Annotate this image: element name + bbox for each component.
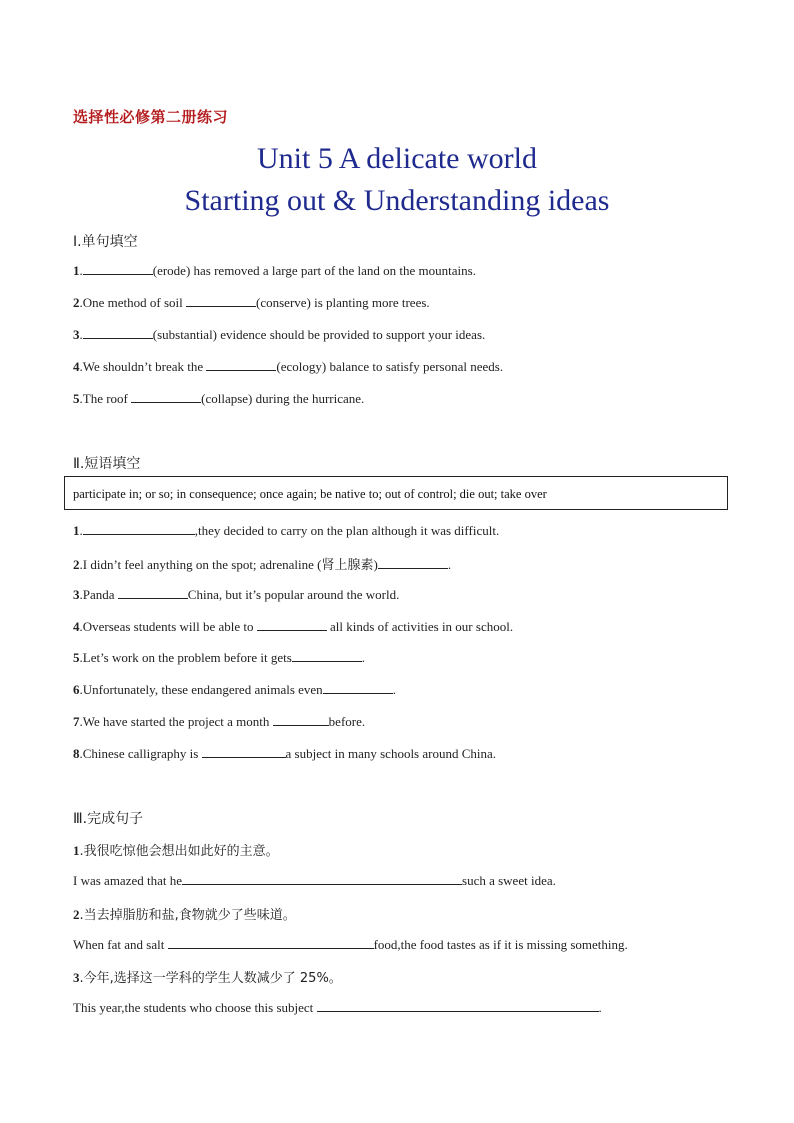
- s2-item-1: 1. ,they decided to carry on the plan although it was difficult.: [73, 523, 500, 538]
- answer-blank[interactable]: [257, 618, 327, 631]
- answer-blank[interactable]: [186, 294, 256, 307]
- section1-heading: Ⅰ.单句填空: [73, 234, 138, 250]
- answer-blank[interactable]: [323, 681, 393, 694]
- answer-blank[interactable]: [83, 262, 153, 275]
- s1-item-4: 4.We shouldn’t break the (ecology) balance to satisfy personal needs.: [73, 359, 504, 374]
- answer-blank[interactable]: [273, 713, 329, 726]
- s2-item-4: 4.Overseas students will be able to all kinds of activities in our school.: [73, 619, 514, 634]
- s2-item-5: 5.Let’s work on the problem before it gets .: [73, 650, 366, 665]
- section2-heading: Ⅱ.短语填空: [73, 456, 141, 472]
- s2-item-7: 7.We have started the project a month before.: [73, 714, 366, 729]
- s1-item-2: 2.One method of soil (conserve) is planting more trees.: [73, 295, 430, 310]
- s1-item-1: 1. (erode) has removed a large part of the land on the mountains.: [73, 263, 476, 278]
- section3-heading: Ⅲ.完成句子: [73, 811, 144, 827]
- s2-item-8: 8.Chinese calligraphy is a subject in many schools around China.: [73, 746, 497, 761]
- s3-item-3-cn: 3.今年,选择这一学科的学生人数减少了 25%。: [73, 970, 342, 986]
- s2-item-6: 6.Unfortunately, these endangered animals even .: [73, 682, 396, 697]
- answer-blank[interactable]: [206, 358, 276, 371]
- answer-blank[interactable]: [83, 522, 195, 535]
- answer-blank[interactable]: [378, 556, 448, 569]
- s1-item-5: 5.The roof (collapse) during the hurricane.: [73, 391, 365, 406]
- s3-item-3-en: This year,the students who choose this subject .: [73, 1000, 602, 1015]
- s1-item-3: 3. (substantial) evidence should be provided to support your ideas.: [73, 327, 486, 342]
- phrase-list: participate in; or so; in consequence; once again; be native to; out of control; die out; take over: [73, 487, 547, 501]
- s2-item-2: 2.I didn’t feel anything on the spot; adrenaline (肾上腺素) .: [73, 557, 452, 573]
- title-line1: Unit 5 A delicate world: [257, 142, 537, 175]
- answer-blank[interactable]: [168, 936, 374, 949]
- answer-blank[interactable]: [182, 872, 462, 885]
- answer-blank[interactable]: [292, 649, 362, 662]
- s3-item-1-en: I was amazed that he such a sweet idea.: [73, 873, 556, 888]
- answer-blank[interactable]: [131, 390, 201, 403]
- s3-item-2-en: When fat and salt food,the food tastes as if it is missing something.: [73, 937, 628, 952]
- s3-item-2-cn: 2.当去掉脂肪和盐,食物就少了些味道。: [73, 907, 296, 923]
- header-label: 选择性必修第二册练习: [73, 108, 229, 126]
- answer-blank[interactable]: [317, 999, 599, 1012]
- phrase-box: [64, 476, 728, 510]
- s3-item-1-cn: 1.我很吃惊他会想出如此好的主意。: [73, 843, 279, 859]
- answer-blank[interactable]: [118, 586, 188, 599]
- title-line2: Starting out & Understanding ideas: [184, 184, 610, 217]
- s2-item-3: 3.Panda China, but it’s popular around the world.: [73, 587, 400, 602]
- answer-blank[interactable]: [83, 326, 153, 339]
- answer-blank[interactable]: [202, 745, 286, 758]
